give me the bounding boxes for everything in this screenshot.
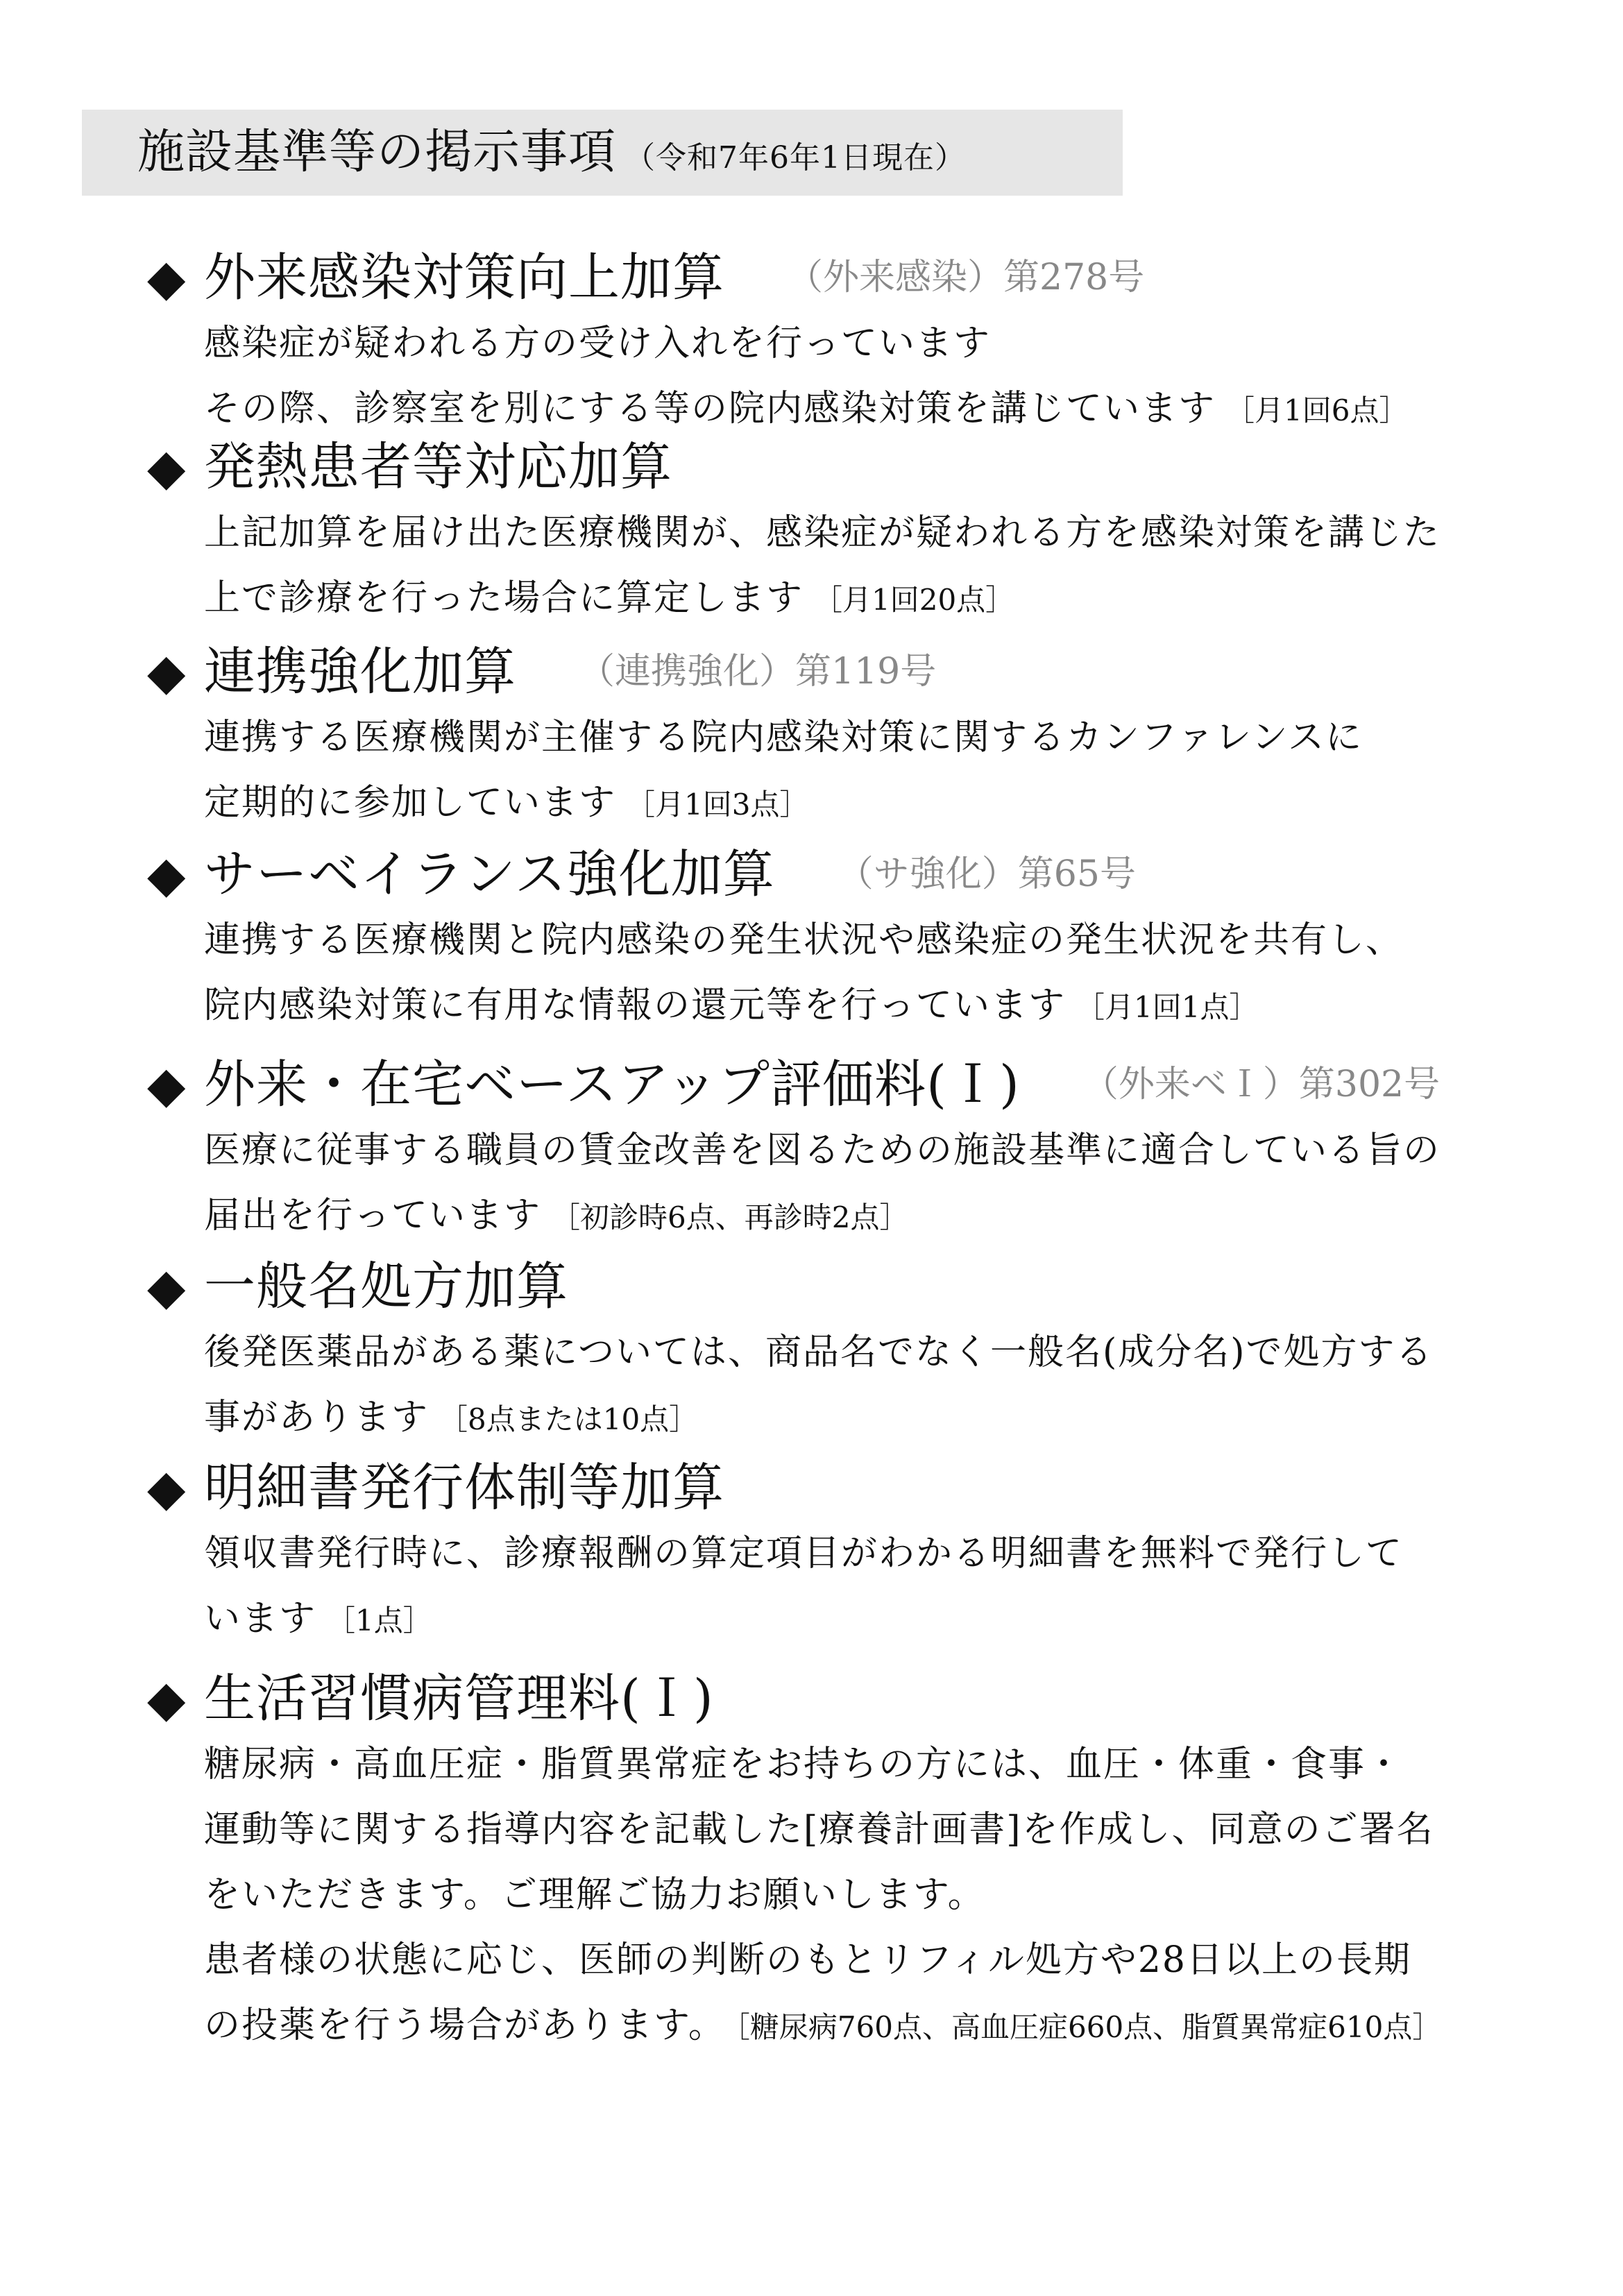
points-note: ［月1回20点］: [813, 583, 1015, 617]
section-generic-prescription: [147, 1253, 1563, 1452]
diamond-bullet-icon: ◆: [147, 643, 186, 701]
points-note: ［月1回3点］: [626, 788, 809, 822]
diamond-bullet-icon: ◆: [147, 1459, 186, 1517]
body-line: 後発医薬品がある薬については、商品名でなく一般名(成分名)で処方する: [204, 1332, 1434, 1373]
body-line-text: います: [204, 1598, 317, 1640]
points-note: ［月1回1点］: [1076, 990, 1259, 1024]
section-baseup: [147, 1051, 1563, 1250]
body-line-text: 院内感染対策に有用な情報の還元等を行っています: [204, 985, 1067, 1026]
section-body: [204, 908, 1563, 1040]
body-line-text: 届出を行っています: [204, 1195, 542, 1236]
section-title: サーベイランス強化加算: [204, 844, 775, 904]
section-cooperation: [147, 638, 1563, 837]
diamond-bullet-icon: ◆: [147, 1669, 186, 1728]
section-body: [204, 1320, 1563, 1452]
section-code: （外来感染）第278号: [787, 257, 1145, 298]
body-line: [204, 1586, 1563, 1653]
section-heading: [147, 638, 1563, 705]
body-line-text: 定期的に参加しています: [204, 782, 617, 824]
body-line: [204, 770, 1563, 837]
body-line: 連携する医療機関が主催する院内感染対策に関するカンファレンスに: [204, 717, 1363, 758]
section-lifestyle-disease: [147, 1665, 1563, 2060]
body-line: 糖尿病・高血圧症・脂質異常症をお持ちの方には、血圧・体重・食事・: [204, 1744, 1404, 1785]
section-body: [204, 1732, 1563, 2060]
body-line-text: 上で診療を行った場合に算定します: [204, 577, 804, 619]
diamond-bullet-icon: ◆: [147, 248, 186, 307]
section-title: 一般名処方加算: [204, 1257, 568, 1316]
body-line: [204, 973, 1563, 1040]
section-code: （サ強化）第65号: [837, 853, 1136, 895]
section-heading: [147, 841, 1563, 908]
diamond-bullet-icon: ◆: [147, 1257, 186, 1316]
body-line: [204, 1183, 1563, 1250]
body-line: 医療に従事する職員の賃金改善を図るための施設基準に適合している旨の: [204, 1130, 1441, 1171]
section-title: 外来・在宅ベースアップ評価料(Ｉ): [204, 1055, 1020, 1114]
section-itemized-receipt: [147, 1454, 1563, 1653]
body-line-text: 事があります: [204, 1397, 430, 1438]
diamond-bullet-icon: ◆: [147, 1055, 186, 1114]
section-title: 外来感染対策向上加算: [204, 248, 724, 307]
section-heading: [147, 1454, 1563, 1521]
body-line: [204, 566, 1563, 633]
section-code: （連携強化）第119号: [579, 651, 937, 692]
points-note: ［月1回6点］: [1225, 393, 1409, 427]
section-heading: [147, 1051, 1563, 1118]
section-title: 明細書発行体制等加算: [204, 1458, 724, 1517]
body-line: [204, 1993, 1563, 2060]
section-body: [204, 500, 1563, 633]
body-line: [204, 1385, 1563, 1452]
section-surveillance: [147, 841, 1563, 1040]
diamond-bullet-icon: ◆: [147, 438, 186, 496]
section-heading: [147, 244, 1563, 311]
body-line: をいただきます。ご理解ご協力お願いします。: [204, 1874, 985, 1916]
section-body: [204, 1521, 1563, 1653]
section-body: [204, 705, 1563, 837]
body-line: 運動等に関する指導内容を記載した[療養計画書]を作成し、同意のご署名: [204, 1809, 1434, 1851]
section-fever-patient: [147, 434, 1563, 633]
points-note: ［1点］: [326, 1604, 432, 1638]
header-bar: [82, 110, 1123, 196]
section-heading: [147, 434, 1563, 500]
section-body: [204, 311, 1563, 443]
body-line-text: の投薬を行う場合があります。: [204, 2005, 726, 2046]
body-line-text: その際、診察室を別にする等の院内感染対策を講じています: [204, 388, 1216, 430]
body-line: 連携する医療機関と院内感染の発生状況や感染症の発生状況を共有し、: [204, 919, 1404, 961]
section-heading: [147, 1253, 1563, 1320]
section-title: 発熱患者等対応加算: [204, 437, 672, 497]
section-title: 生活習慣病管理料(Ｉ): [204, 1669, 714, 1728]
diamond-bullet-icon: ◆: [147, 845, 186, 903]
points-note: ［8点または10点］: [439, 1402, 699, 1436]
section-title: 連携強化加算: [204, 642, 516, 701]
body-line: 感染症が疑われる方の受け入れを行っています: [204, 323, 992, 364]
as-of-date: （令和7年6年1日現在）: [624, 140, 966, 176]
section-body: [204, 1118, 1563, 1250]
points-note: ［糖尿病760点、高血圧症660点、脂質異常症610点］: [735, 2010, 1442, 2044]
body-line: 患者様の状態に応じ、医師の判断のもとリフィル処方や28日以上の長期: [204, 1939, 1412, 1981]
page-title-text: 施設基準等の掲示事項: [137, 125, 617, 180]
section-outpatient-infection: [147, 244, 1563, 443]
body-line: 領収書発行時に、診療報酬の算定項目がわかる明細書を無料で発行して: [204, 1533, 1404, 1574]
section-code: （外来ベＩ）第302号: [1082, 1064, 1441, 1105]
section-heading: [147, 1665, 1563, 1732]
body-line: 上記加算を届け出た医療機関が、感染症が疑われる方を感染対策を講じた: [204, 512, 1441, 554]
page-title: [137, 125, 966, 186]
points-note: ［初診時6点、再診時2点］: [551, 1200, 909, 1234]
